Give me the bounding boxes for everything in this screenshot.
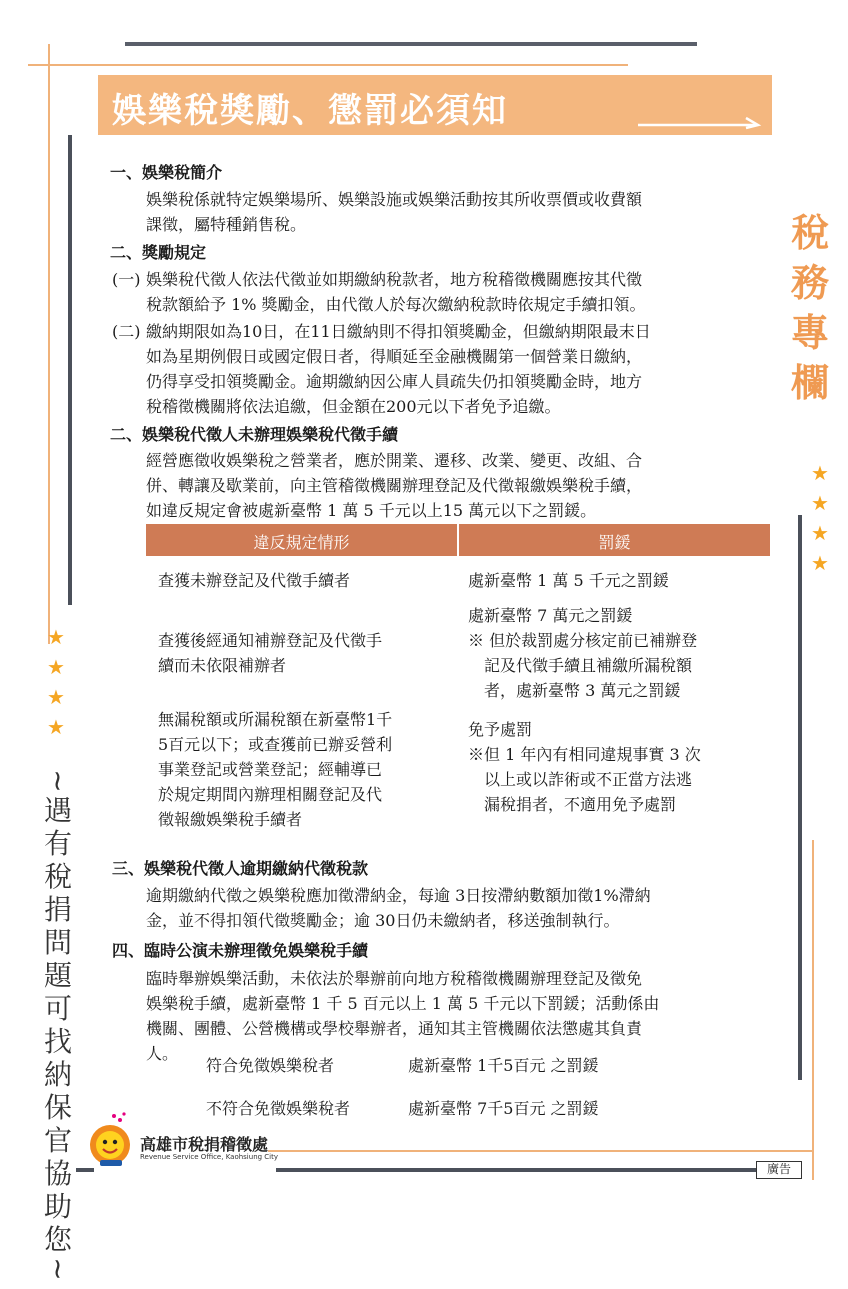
text-line: 查獲後經通知補辦登記及代徵手 (158, 631, 383, 650)
text-line: 記及代徵手續且補繳所漏稅額 (468, 656, 693, 675)
section-heading-temporary-performance: 四、臨時公演未辦理徵免娛樂稅手續 (112, 941, 369, 960)
column-title (784, 208, 836, 408)
star-icon: ★ (811, 491, 829, 515)
slogan-char: ~ (42, 769, 75, 793)
text-line: 併、轉讓及歇業前，向主管稽徵機關辦理登記及代徵報繳娛樂稅手續， (146, 476, 643, 495)
text-line: 事業登記或營業登記；經輔導已 (158, 760, 383, 779)
decor-line-right-orange (812, 840, 814, 1180)
org-name-english: Revenue Service Office, Kaohsiung City (140, 1153, 279, 1161)
section-heading-unregistered: 二、娛樂稅代徵人未辦理娛樂稅代徵手續 (110, 425, 399, 444)
slogan-char: 您 (43, 1223, 72, 1256)
table-cell-violation (158, 628, 458, 678)
column-title-char: 稅 (790, 211, 829, 255)
text-line: ※但 1 年內有相同違規事實 3 次 (468, 745, 701, 764)
text-line: 稅款額給予 1% 獎勵金，由代徵人於每次繳納稅款時依規定手續扣領。 (146, 295, 646, 314)
column-title-char: 欄 (790, 361, 829, 405)
table-cell-penalty (468, 717, 768, 817)
table-cell-penalty (468, 568, 768, 593)
star-icon: ★ (47, 625, 65, 649)
text-line: 如違反規定會被處新臺幣 1 萬 5 千元以上15 萬元以下之罰鍰。 (146, 501, 597, 520)
table-cell-violation (158, 568, 458, 593)
slogan-char: 保 (43, 1091, 72, 1124)
star-icon: ★ (811, 551, 829, 575)
decor-line-bottom-dark (276, 1168, 756, 1172)
column-header-violation: 違反規定情形 (253, 533, 350, 552)
decor-line-right-dark (798, 515, 802, 1080)
table-cell-penalty (468, 603, 768, 703)
penalty-table-header (146, 524, 770, 556)
text-line: 逾期繳納代徵之娛樂稅應加徵滯納金，每逾 3日按滯納數額加徵1%滯納 (146, 886, 651, 905)
section-body-temporary-performance (146, 966, 786, 1066)
text-line: 仍得享受扣領獎勵金。逾期繳納因公庫人員疏失仍扣領獎勵金時，地方 (146, 372, 643, 391)
text-line: ※ 但於裁罰處分核定前已補辦登 (468, 631, 698, 650)
text-line: 查獲未辦登記及代徵手續者 (158, 571, 351, 590)
text-line: 娛樂稅手續，處新臺幣 1 千 5 百元以上 1 萬 5 千元以下罰鍰；活動係由 (146, 994, 660, 1013)
text-line: 於規定期間內辦理相關登記及代 (158, 785, 383, 804)
star-group-left (44, 622, 68, 742)
column-title-char: 務 (790, 261, 829, 305)
text-line: 免予處罰 (468, 720, 533, 739)
star-icon: ★ (811, 521, 829, 545)
decor-line-left-dark (68, 135, 72, 605)
section-body-unregistered (146, 448, 776, 523)
text-line: 娛樂稅代徵人依法代徵並如期繳納稅款者，地方稅稽徵機關應按其代徵 (146, 270, 643, 289)
sub-row-penalty: 處新臺幣 1千5百元 之罰鍰 (408, 1056, 599, 1075)
slogan-char: ~ (42, 1257, 75, 1281)
slogan-char: 可 (43, 992, 72, 1025)
text-line: 以上或以詐術或不正當方法逃 (468, 770, 693, 789)
section-body-intro (146, 187, 776, 237)
slogan-char: 稅 (43, 860, 72, 893)
slogan-char: 遇 (43, 794, 72, 827)
slogan-char: 有 (43, 827, 72, 860)
section-heading-intro: 一、娛樂稅簡介 (110, 163, 223, 182)
slogan-char: 協 (43, 1157, 72, 1190)
text-line: 臨時舉辦娛樂活動，未依法於舉辦前向地方稅稽徵機關辦理登記及徵免 (146, 969, 643, 988)
decor-line-top-dark (125, 42, 697, 46)
text-line: 金，並不得扣領代徵獎勵金；逾 30日仍未繳納者，移送強制執行。 (146, 911, 620, 930)
star-icon: ★ (47, 655, 65, 679)
star-icon: ★ (47, 685, 65, 709)
slogan-char: 助 (43, 1190, 72, 1223)
column-header-penalty: 罰鍰 (598, 533, 631, 552)
org-name: 高雄市稅捐稽徵處 (140, 1135, 269, 1154)
item-number: (一) (112, 270, 141, 289)
item-number: (二) (112, 322, 141, 341)
table-cell-violation (158, 707, 458, 832)
text-line: 續而未依限補辦者 (158, 656, 287, 675)
text-line: 課徵，屬特種銷售稅。 (146, 215, 307, 234)
decor-line-top-orange (28, 64, 628, 66)
slogan-char: 納 (43, 1058, 72, 1091)
slogan-char: 找 (43, 1025, 72, 1058)
text-line: 處新臺幣 1 萬 5 千元之罰鍰 (468, 571, 669, 590)
slogan-vertical (38, 768, 78, 1282)
decor-line-left-orange (48, 44, 50, 644)
text-line: 者，處新臺幣 3 萬元之罰鍰 (468, 681, 681, 700)
section-heading-rewards: 二、獎勵規定 (110, 243, 207, 262)
star-group-right (808, 458, 832, 578)
advertisement-badge: 廣告 (756, 1161, 802, 1179)
star-icon: ★ (811, 461, 829, 485)
text-line: 繳納期限如為10日，在11日繳納則不得扣領獎勵金，但繳納期限最末日 (146, 322, 651, 341)
text-line: 機關、團體、公營機構或學校舉辦者，通知其主管機關依法懲處其負責 (146, 1019, 643, 1038)
text-line: 人。 (146, 1044, 179, 1063)
title-banner (98, 75, 772, 135)
reward-item-1 (112, 267, 782, 317)
slogan-char: 題 (43, 959, 72, 992)
decor-line-bottom-orange (268, 1150, 813, 1152)
text-line: 稅稽徵機關將依法追繳，但金額在200元以下者免予追繳。 (146, 397, 561, 416)
sub-row-penalty: 處新臺幣 7千5百元 之罰鍰 (408, 1099, 599, 1118)
section-heading-late-payment: 三、娛樂稅代徵人逾期繳納代徵稅款 (112, 859, 369, 878)
text-line: 徵報繳娛樂稅手續者 (158, 810, 303, 829)
page-title: 娛樂稅獎勵、懲罰必須知 (112, 91, 508, 131)
arrow-right-icon (638, 109, 764, 129)
column-title-char: 專 (790, 311, 829, 355)
reward-item-2 (112, 319, 782, 419)
slogan-char: 官 (43, 1124, 72, 1157)
decor-line-bottom-dark-short (76, 1168, 94, 1172)
text-line: 無漏稅額或所漏稅額在新臺幣1千 (158, 710, 393, 729)
text-line: 娛樂稅係就特定娛樂場所、娛樂設施或娛樂活動按其所收票價或收費額 (146, 190, 643, 209)
text-line: 5百元以下；或查獲前已辦妥營利 (158, 735, 393, 754)
slogan-char: 問 (43, 926, 72, 959)
star-icon: ★ (47, 715, 65, 739)
slogan-char: 捐 (43, 893, 72, 926)
text-line: 漏稅捐者，不適用免予處罰 (468, 795, 677, 814)
tax-office-logo (84, 1110, 136, 1168)
section-body-late-payment (146, 883, 786, 933)
text-line: 如為星期例假日或國定假日者，得順延至金融機關第一個營業日繳納， (146, 347, 643, 366)
text-line: 經營應徵收娛樂稅之營業者，應於開業、遷移、改業、變更、改組、合 (146, 451, 643, 470)
sub-row-label: 不符合免徵娛樂稅者 (206, 1099, 351, 1118)
sub-row-label: 符合免徵娛樂稅者 (206, 1056, 335, 1075)
text-line: 處新臺幣 7 萬元之罰鍰 (468, 606, 633, 625)
